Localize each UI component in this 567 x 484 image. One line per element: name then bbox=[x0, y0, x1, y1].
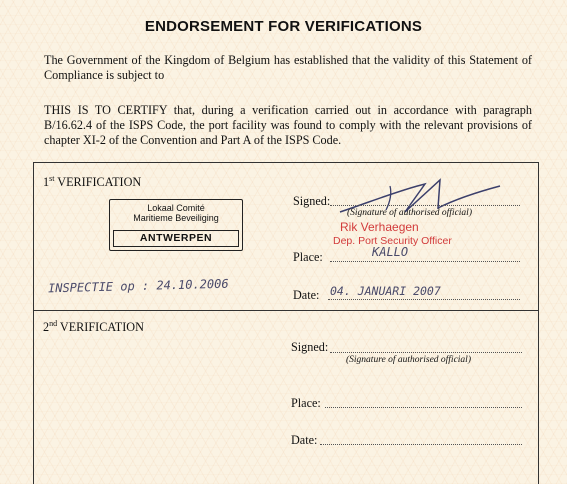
place-label-1: Place: bbox=[293, 250, 323, 264]
place-line-2 bbox=[325, 407, 522, 408]
document-title: ENDORSEMENT FOR VERIFICATIONS bbox=[144, 18, 423, 35]
date-line-2 bbox=[320, 444, 522, 445]
certify-text: THIS IS TO CERTIFY that, during a verification carried out in accordance with paragraph B/16.62.4 of the ISPS Code, the port facility was found to comply with the relevant provisions of chapter XI-2 of the Convention and Part A of the ISPS Code. bbox=[44, 103, 532, 147]
signed-label-1: Signed: bbox=[293, 194, 331, 208]
verification-2-label: VERIFICATION bbox=[59, 320, 144, 335]
official-stamp bbox=[109, 199, 243, 251]
verification-1-ordinal: 1 bbox=[43, 175, 50, 190]
place-label-2: Place: bbox=[291, 396, 321, 410]
signature-stroke-2 bbox=[386, 186, 391, 210]
stamp-line-2: Maritieme Beveiliging bbox=[133, 213, 219, 223]
date-label-2: Date: bbox=[291, 433, 318, 447]
verification-1-heading bbox=[43, 174, 141, 190]
signed-line-1 bbox=[330, 205, 520, 206]
verification-1-suffix: st bbox=[49, 174, 55, 183]
signed-line-2 bbox=[330, 352, 522, 353]
official-title-stamp: Dep. Port Security Officer bbox=[333, 235, 452, 247]
signed-label-2: Signed: bbox=[291, 340, 329, 354]
signed-caption-2: (Signature of authorised official) bbox=[346, 355, 471, 365]
verification-divider bbox=[33, 310, 539, 311]
place-value-1: KALLO bbox=[372, 245, 409, 259]
official-name-stamp: Rik Verhaegen bbox=[340, 220, 419, 234]
date-label-1: Date: bbox=[293, 288, 320, 302]
stamp-line-1: Lokaal Comité bbox=[147, 203, 205, 213]
verification-2-ordinal: 2 bbox=[43, 320, 50, 335]
place-line-1 bbox=[330, 261, 520, 262]
stamp-line-3: ANTWERPEN bbox=[139, 232, 213, 244]
intro-paragraph bbox=[44, 53, 532, 83]
date-line-1 bbox=[328, 299, 520, 300]
verification-1-label: VERIFICATION bbox=[57, 175, 142, 190]
verification-2-suffix: nd bbox=[49, 319, 58, 328]
signed-caption-1: (Signature of authorised official) bbox=[347, 208, 472, 218]
verification-2-heading bbox=[43, 319, 144, 335]
inspection-note: INSPECTIE op : 24.10.2006 bbox=[47, 276, 229, 296]
intro-text: The Government of the Kingdom of Belgium has established that the validity of this Statement of Compliance is subject to bbox=[44, 53, 532, 82]
stamp-inner-box bbox=[113, 230, 239, 247]
certify-paragraph bbox=[44, 103, 532, 148]
date-value-1: 04. JANUARI 2007 bbox=[330, 284, 441, 298]
